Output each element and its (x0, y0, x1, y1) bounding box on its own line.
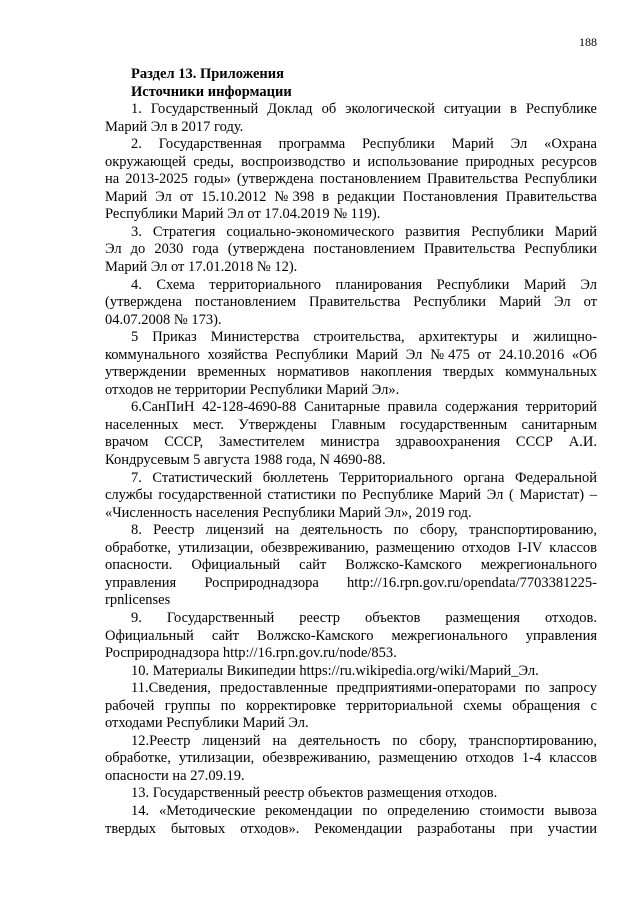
reference-line: 14. «Методические рекомендации по определению стоимости вывоза (131, 802, 597, 819)
reference-item (105, 224, 597, 277)
reference-line: 13. Государственный реестр объектов размещения отходов. (131, 785, 498, 802)
reference-line: отходов не территории Республики Марий Эл». (105, 381, 400, 398)
reference-line: 12.Реестр лицензий на деятельность по сбору, транспортированию, (131, 732, 597, 749)
reference-line: отходами Республики Марий Эл. (105, 715, 309, 732)
reference-line: Марий Эл от 17.01.2018 № 12). (105, 259, 298, 276)
reference-line: 8. Реестр лицензий на деятельность по сбору, транспортированию, (131, 522, 597, 539)
reference-line: 04.07.2008 № 173). (105, 311, 222, 328)
page-number: 188 (579, 35, 597, 49)
reference-line: Марий Эл от 15.10.2012 №398 в редакции Постановления Правительства (105, 188, 597, 205)
reference-line: 5 Приказ Министерства строительства, архитектуры и жилищно- (131, 329, 597, 346)
section-title: Раздел 13. Приложения (131, 66, 284, 82)
reference-line: 9. Государственный реестр объектов размещения отходов. (131, 609, 597, 626)
reference-item (105, 610, 597, 663)
reference-line: 3. Стратегия социально-экономического развития Республики Марий (131, 223, 597, 240)
reference-item (105, 470, 597, 523)
reference-line: опасности. Официальный сайт Волжско-Камского межрегионального (105, 557, 597, 574)
reference-line: Кондрусевым 5 августа 1988 года, N 4690-88. (105, 452, 386, 469)
reference-item (105, 277, 597, 330)
reference-line: 4. Схема территориального планирования Республики Марий Эл (131, 276, 597, 293)
reference-line: Эл до 2030 года (утверждена постановлением Правительства Республики (105, 241, 597, 258)
reference-item (105, 136, 597, 224)
reference-line: 2. Государственная программа Республики Марий Эл «Охрана (131, 136, 597, 153)
reference-item (105, 803, 597, 838)
reference-line: 7. Статистический бюллетень Территориального органа Федеральной (131, 469, 597, 486)
reference-line: врачом СССР, Заместителем министра здравоохранения СССР А.И. (105, 434, 597, 451)
reference-line: 1. Государственный Доклад об экологической ситуации в Республике (131, 101, 597, 118)
reference-line: 11.Сведения, предоставленные предприятиями-операторами по запросу (131, 680, 597, 697)
reference-line: опасности на 27.09.19. (105, 767, 245, 784)
reference-line: Республики Марий Эл от 17.04.2019 № 119). (105, 206, 381, 223)
reference-line: rpnlicenses (105, 592, 171, 609)
reference-line: 6.СанПиН 42-128-4690-88 Санитарные правила содержания территорий (131, 399, 597, 416)
reference-item (105, 663, 597, 681)
reference-item (105, 399, 597, 469)
reference-line: рабочей группы по корректировке территориальной схемы обращения с (105, 697, 597, 714)
reference-line: (утверждена постановлением Правительства Республики Марий Эл от (105, 294, 597, 311)
reference-line: обработке, утилизации, обезвреживанию, размещению отходов 1-4 классов (105, 750, 597, 767)
reference-line: утверждении временных нормативов накопления твердых коммунальных (105, 364, 597, 381)
reference-line: населенных мест. Утверждены Главным государственным санитарным (105, 416, 597, 433)
reference-line: Росприроднадзора http://16.rpn.gov.ru/node/853. (105, 645, 397, 662)
reference-line: коммунального хозяйства Республики Марий Эл №475 от 24.10.2016 «Об (105, 346, 597, 363)
sources-heading: Источники информации (131, 83, 292, 100)
reference-item (105, 733, 597, 786)
reference-line: службы государственной статистики по Республике Марий Эл ( Маристат) – (105, 487, 597, 504)
reference-line: «Численность населения Республики Марий Эл», 2019 год. (105, 504, 472, 521)
reference-line: на 2013-2025 годы» (утверждена постановлением Правительства Республики (105, 171, 597, 188)
reference-item (105, 680, 597, 733)
reference-line: Официальный сайт Волжско-Камского межрегионального управления (105, 627, 597, 644)
reference-line: 10. Материалы Википедии https://ru.wikipedia.org/wiki/Марий_Эл. (131, 662, 539, 679)
document-body (105, 66, 597, 838)
reference-item (105, 329, 597, 399)
reference-item (105, 101, 597, 136)
reference-line: твердых бытовых отходов». Рекомендации разработаны при участии (105, 820, 597, 837)
reference-line: окружающей среды, воспроизводство и использование природных ресурсов (105, 153, 597, 170)
reference-line: Марий Эл в 2017 году. (105, 118, 244, 135)
reference-line: управления Росприроднадзора http://16.rpn.gov.ru/opendata/7703381225- (105, 574, 597, 591)
reference-line: обработке, утилизации, обезвреживанию, размещению отходов I-IV классов (105, 539, 597, 556)
reference-item (105, 785, 597, 803)
reference-item (105, 522, 597, 610)
